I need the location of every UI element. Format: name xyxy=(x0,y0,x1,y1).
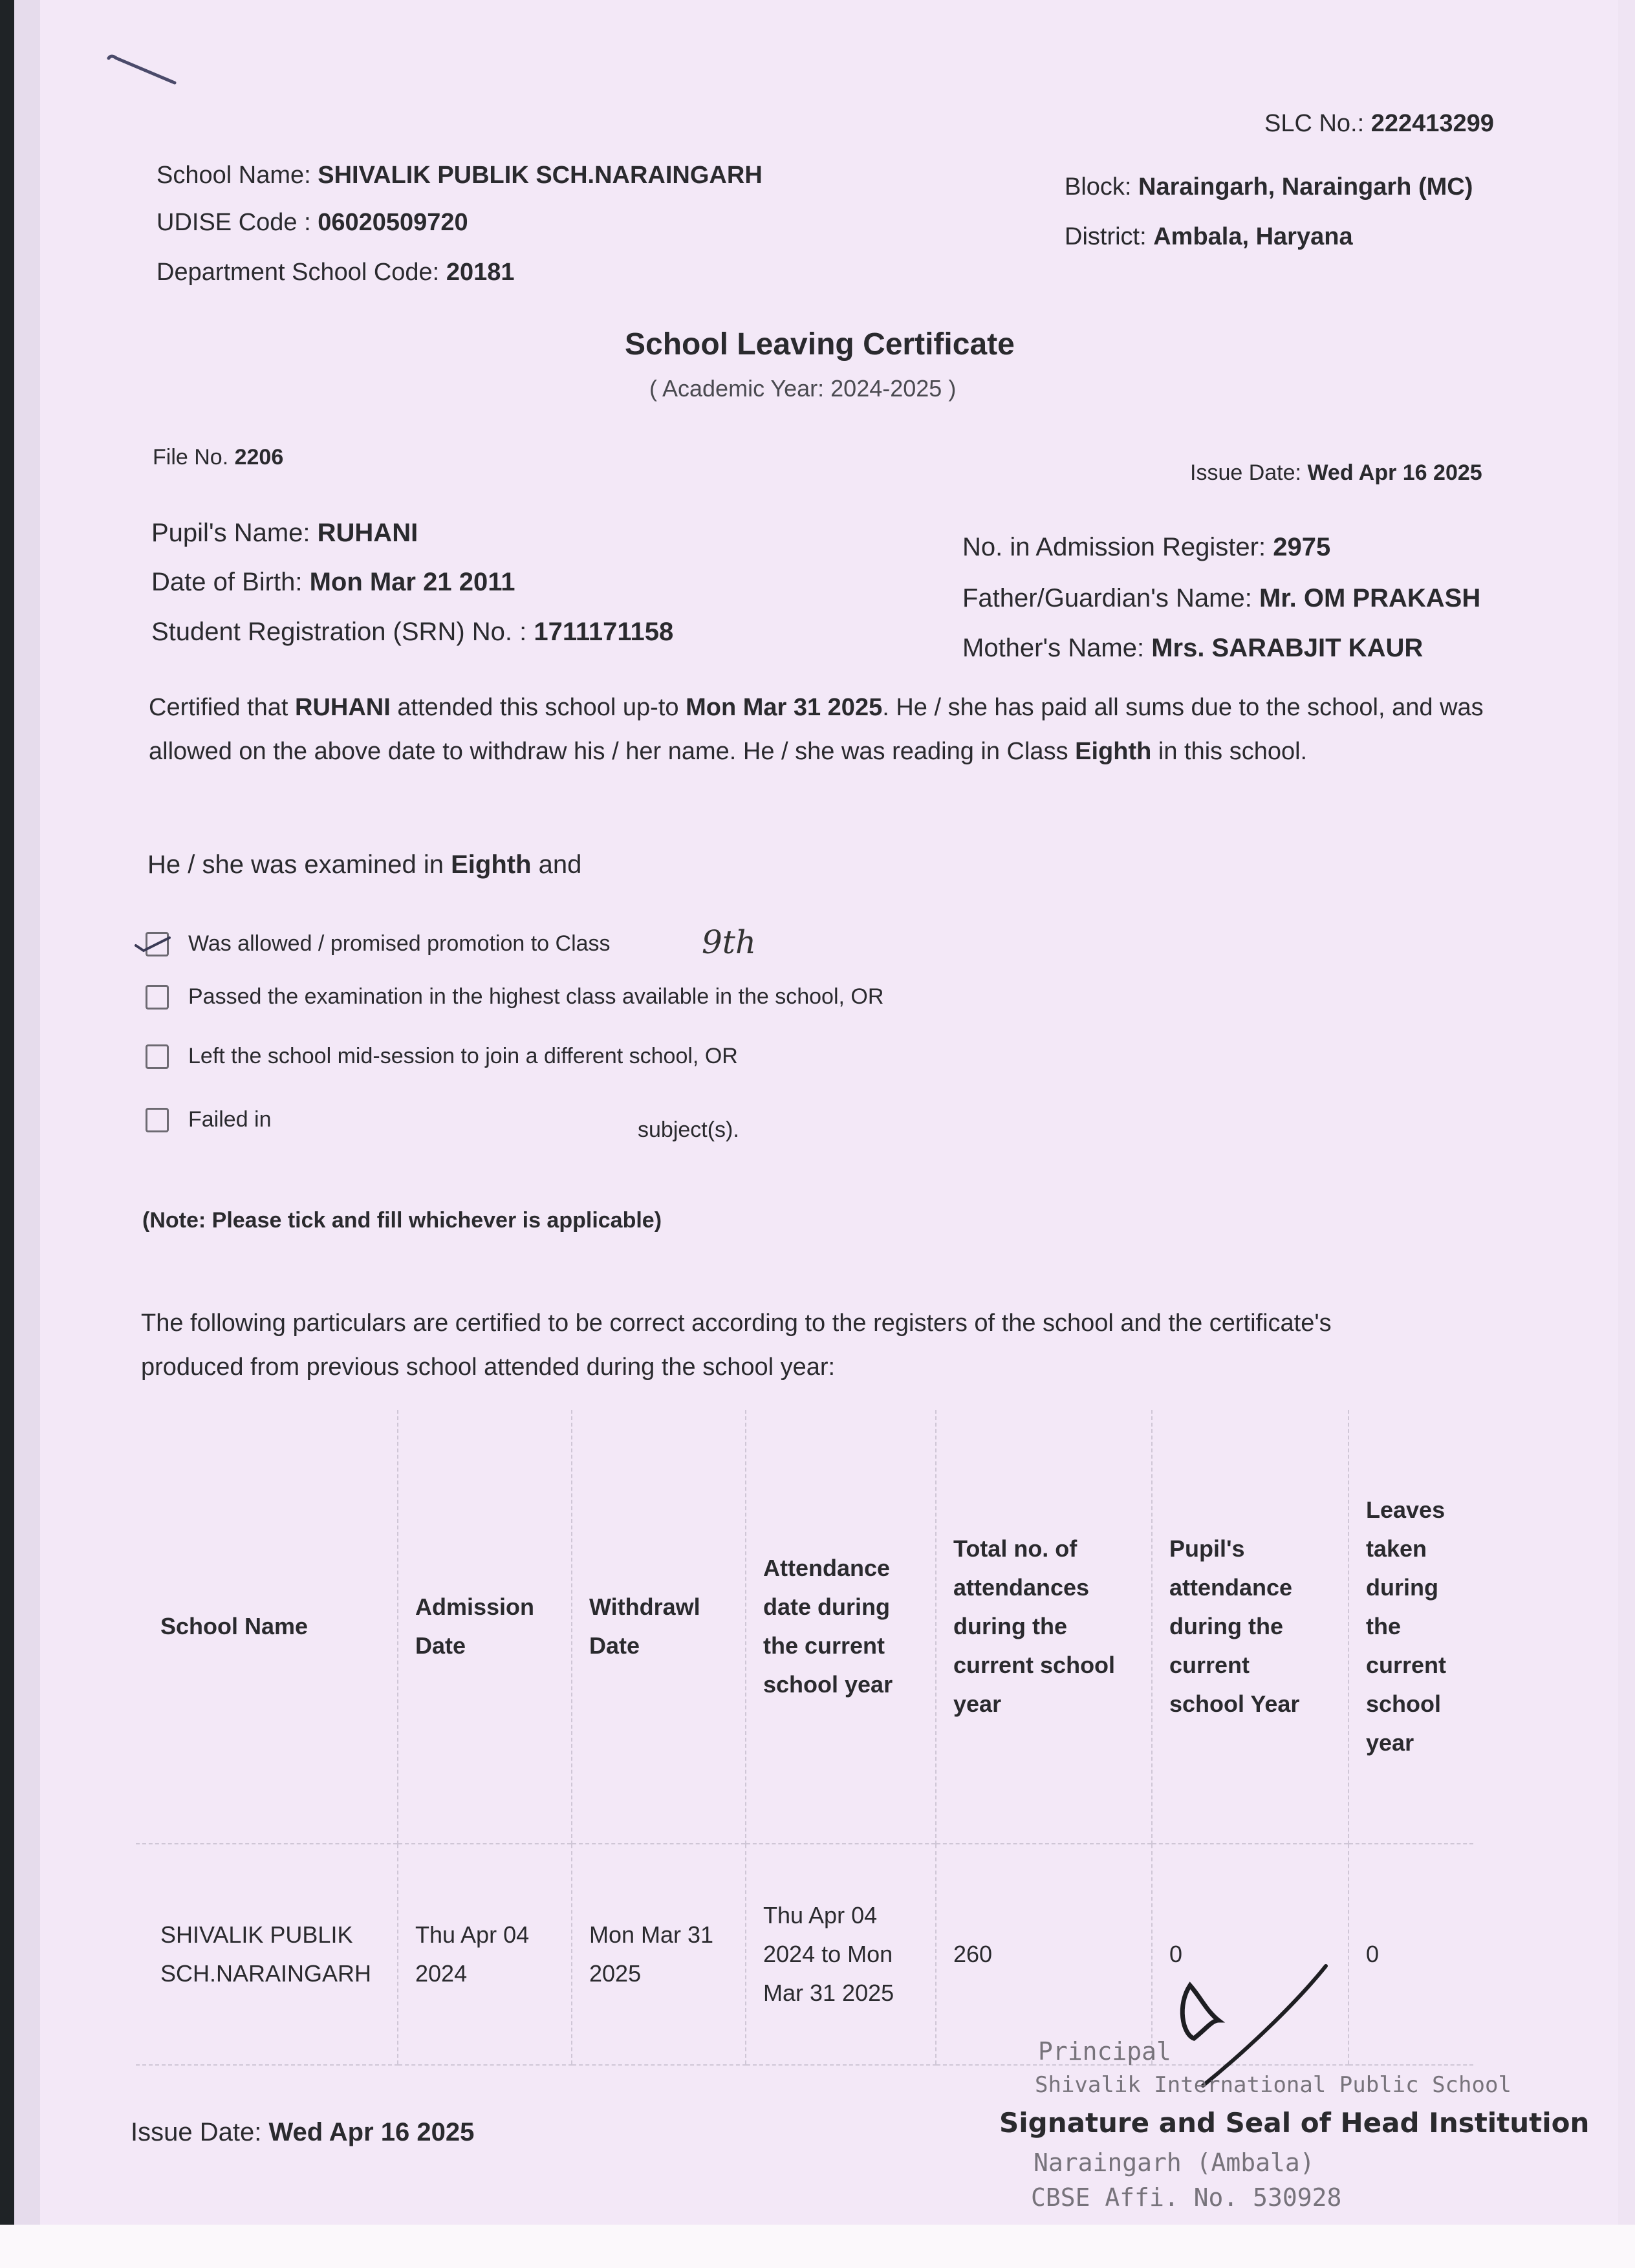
table-header-row xyxy=(136,1410,1473,1844)
issue-date-bottom-label: Issue Date: xyxy=(131,2118,262,2146)
block xyxy=(1065,173,1473,201)
option-promotion-label: Was allowed / promised promotion to Class xyxy=(188,931,611,956)
certification-statement xyxy=(149,686,1520,773)
pupil-name xyxy=(151,519,418,548)
option-failed[interactable] xyxy=(146,1107,272,1132)
cell-leaves-taken: 0 xyxy=(1348,1844,1473,2065)
pen-stroke-mark xyxy=(103,52,181,91)
father-name-label: Father/Guardian's Name: xyxy=(962,584,1252,612)
date-of-birth-value: Mon Mar 21 2011 xyxy=(309,568,515,596)
option-passed-highest-label: Passed the examination in the highest class available in the school, OR xyxy=(188,984,884,1009)
cell-pupil-attendance: 0 xyxy=(1152,1844,1348,2065)
statement-class: Eighth xyxy=(1075,738,1152,765)
particulars-intro: The following particulars are certified to be correct according to the registers of the school and the certificate's produced from previous school attended during the school year: xyxy=(141,1310,1332,1381)
seal-affiliation: CBSE Affi. No. 530928 xyxy=(1031,2183,1342,2212)
option-passed-highest[interactable] xyxy=(146,984,883,1010)
header-attendance-dates: Attendance date during the current school year xyxy=(746,1410,936,1844)
option-left-mid-session-label: Left the school mid-session to join a different school, OR xyxy=(188,1044,738,1068)
examined-text: and xyxy=(531,850,582,879)
statement-text: in this school. xyxy=(1151,738,1308,765)
issue-date-top-value: Wed Apr 16 2025 xyxy=(1307,460,1482,485)
mother-name-value: Mrs. SARABJIT KAUR xyxy=(1151,634,1424,662)
file-number-label: File No. xyxy=(153,445,229,470)
statement-leaving-date: Mon Mar 31 2025 xyxy=(686,694,883,721)
father-name xyxy=(962,584,1480,613)
pupil-name-label: Pupil's Name: xyxy=(151,519,310,547)
school-name xyxy=(157,162,763,189)
option-promotion[interactable] xyxy=(146,931,611,956)
cell-withdrawl-date: Mon Mar 31 2025 xyxy=(572,1844,746,2065)
udise-code xyxy=(157,209,468,237)
cell-school-name: SHIVALIK PUBLIK SCH.NARAINGARH xyxy=(136,1844,398,2065)
school-name-value: SHIVALIK PUBLIK SCH.NARAINGARH xyxy=(318,162,763,189)
date-of-birth-label: Date of Birth: xyxy=(151,568,303,596)
principal-signature xyxy=(1164,1960,1345,2089)
statement-text: Certified that xyxy=(149,694,295,721)
statement-pupil-name: RUHANI xyxy=(295,694,391,721)
option-left-mid-session[interactable] xyxy=(146,1044,738,1069)
department-code-value: 20181 xyxy=(446,259,515,286)
date-of-birth xyxy=(151,568,515,597)
mother-name-label: Mother's Name: xyxy=(962,634,1145,662)
admission-register-label: No. in Admission Register: xyxy=(962,533,1266,561)
header-school-name: School Name xyxy=(160,1613,309,1639)
checkbox-promotion[interactable] xyxy=(146,932,169,956)
udise-code-label: UDISE Code : xyxy=(157,209,311,236)
header-withdrawl-date: Withdrawl Date xyxy=(572,1410,746,1844)
paper-margin-strip xyxy=(14,0,42,2268)
father-name-value: Mr. OM PRAKASH xyxy=(1259,584,1481,612)
department-code xyxy=(157,259,514,286)
statement-text: attended this school up-to xyxy=(390,694,686,721)
option-failed-label: Failed in xyxy=(188,1107,272,1132)
block-label: Block: xyxy=(1065,173,1132,200)
admission-register-number xyxy=(962,533,1330,562)
mother-name xyxy=(962,634,1423,663)
checkmark-icon xyxy=(133,931,172,957)
header-pupil-attendance: Pupil's attendance during the current school Year xyxy=(1152,1410,1348,1844)
srn-number-value: 1711171158 xyxy=(534,618,674,646)
school-name-label: School Name: xyxy=(157,162,311,189)
issue-date-top xyxy=(1190,460,1482,486)
checkbox-left-mid-session[interactable] xyxy=(146,1044,169,1069)
issue-date-top-label: Issue Date: xyxy=(1190,460,1301,485)
seal-school-name: Shivalik International Public School xyxy=(1035,2072,1511,2098)
seal-principal: Principal xyxy=(1038,2037,1171,2066)
district-value: Ambala, Haryana xyxy=(1153,223,1353,250)
option-failed-suffix: subject(s). xyxy=(638,1118,739,1142)
certificate-title: School Leaving Certificate xyxy=(625,327,1015,362)
pupil-name-value: RUHANI xyxy=(317,519,418,547)
header-leaves-taken: Leaves taken during the current school year xyxy=(1348,1410,1473,1844)
slc-number xyxy=(1264,110,1494,138)
admission-register-value: 2975 xyxy=(1273,533,1331,561)
checkbox-passed-highest[interactable] xyxy=(146,985,169,1010)
examined-class: Eighth xyxy=(451,850,532,879)
file-number-value: 2206 xyxy=(234,445,284,470)
checkbox-failed[interactable] xyxy=(146,1108,169,1132)
handwritten-class: 9th xyxy=(702,923,757,961)
seal-location: Naraingarh (Ambala) xyxy=(1034,2148,1315,2177)
cell-total-attendances: 260 xyxy=(936,1844,1152,2065)
cell-admission-date: Thu Apr 04 2024 xyxy=(398,1844,572,2065)
scan-edge xyxy=(0,0,14,2268)
statement-text: . He / she has paid all sums due to the school, and was allowed on the above date to withdraw his / her name. He / she was reading in Class xyxy=(149,694,1484,765)
scan-bottom-border xyxy=(0,2225,1635,2268)
department-code-label: Department School Code: xyxy=(157,259,440,286)
examined-statement xyxy=(147,850,581,880)
block-value: Naraingarh, Naraingarh (MC) xyxy=(1138,173,1473,200)
slc-number-value: 222413299 xyxy=(1370,110,1494,137)
file-number xyxy=(153,445,283,470)
examined-text: He / she was examined in xyxy=(147,850,451,879)
signature-label: Signature and Seal of Head Institution xyxy=(999,2107,1590,2139)
header-total-attendances: Total no. of attendances during the current school year xyxy=(936,1410,1152,1844)
udise-code-value: 06020509720 xyxy=(318,209,468,236)
academic-year: ( Academic Year: 2024-2025 ) xyxy=(649,375,957,402)
slc-number-label: SLC No.: xyxy=(1264,110,1365,137)
issue-date-bottom-value: Wed Apr 16 2025 xyxy=(268,2118,475,2146)
srn-number xyxy=(151,618,673,647)
header-admission-date: Admission Date xyxy=(398,1410,572,1844)
srn-number-label: Student Registration (SRN) No. : xyxy=(151,618,527,646)
district-label: District: xyxy=(1065,223,1147,250)
district xyxy=(1065,223,1353,251)
issue-date-bottom xyxy=(131,2118,474,2147)
cell-attendance-dates: Thu Apr 04 2024 to Mon Mar 31 2025 xyxy=(746,1844,936,2065)
note: (Note: Please tick and fill whichever is applicable) xyxy=(142,1208,662,1233)
